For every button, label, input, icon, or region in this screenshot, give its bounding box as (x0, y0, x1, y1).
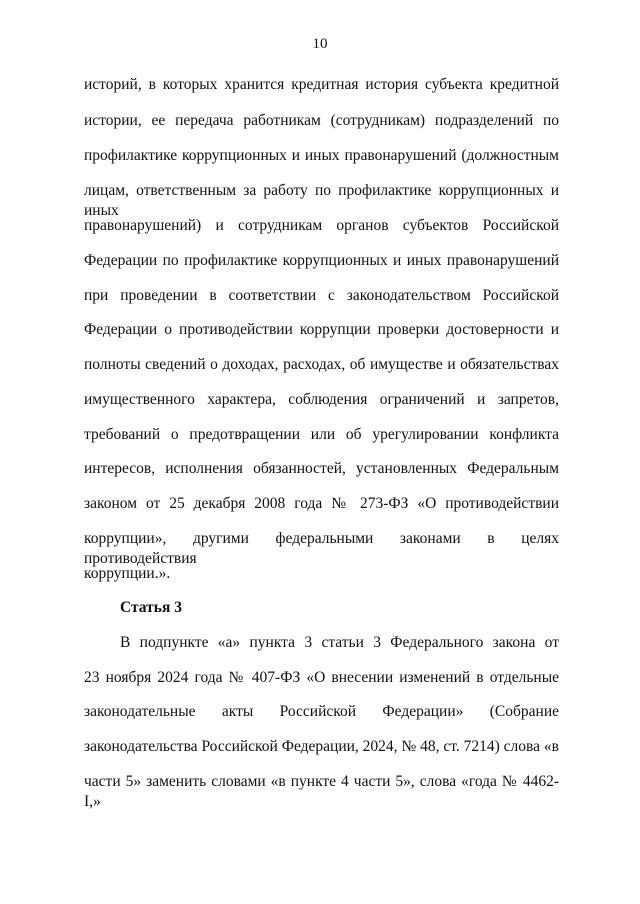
paragraph-line: коррупции.». (84, 565, 171, 582)
paragraph-line: В подпункте «а» пункта 3 статьи 3 Федерального закона от (120, 634, 559, 651)
article-heading: Статья 3 (120, 599, 182, 616)
paragraph-line: законодательства Российской Федерации, 2024, № 48, ст. 7214) слова «в (84, 738, 559, 755)
paragraph-line: законом от 25 декабря 2008 года № 273-ФЗ «О противодействии (84, 495, 559, 512)
paragraph-line: Федерации по профилактике коррупционных и иных правонарушений (84, 252, 559, 269)
paragraph-line: лицам, ответственным за работу по профилактике коррупционных и иных (84, 182, 559, 219)
paragraph-line: полноты сведений о доходах, расходах, об имуществе и обязательствах (84, 356, 559, 373)
paragraph-line: историй, в которых хранится кредитная история субъекта кредитной (84, 76, 559, 93)
paragraph-line: правонарушений) и сотрудникам органов субъектов Российской (84, 217, 559, 234)
paragraph-line: профилактике коррупционных и иных правонарушений (должностным (84, 147, 559, 164)
paragraph-line: части 5» заменить словами «в пункте 4 части 5», слова «года № 4462-I,» (84, 773, 559, 810)
paragraph-line: Федерации о противодействии коррупции проверки достоверности и (84, 321, 559, 338)
paragraph-line: интересов, исполнения обязанностей, установленных Федеральным (84, 460, 559, 477)
paragraph-line: коррупции», другими федеральными законами в целях противодействия (84, 530, 559, 567)
paragraph-line: 23 ноября 2024 года № 407-ФЗ «О внесении изменений в отдельные (84, 669, 559, 686)
page-number: 10 (312, 36, 328, 52)
paragraph-line: законодательные акты Российской Федерации» (Собрание (84, 703, 559, 720)
paragraph-line: истории, ее передача работникам (сотрудникам) подразделений по (84, 112, 559, 129)
paragraph-line: при проведении в соответствии с законодательством Российской (84, 287, 559, 304)
paragraph-line: имущественного характера, соблюдения ограничений и запретов, (84, 391, 559, 408)
paragraph-line: требований о предотвращении или об урегулировании конфликта (84, 426, 559, 443)
